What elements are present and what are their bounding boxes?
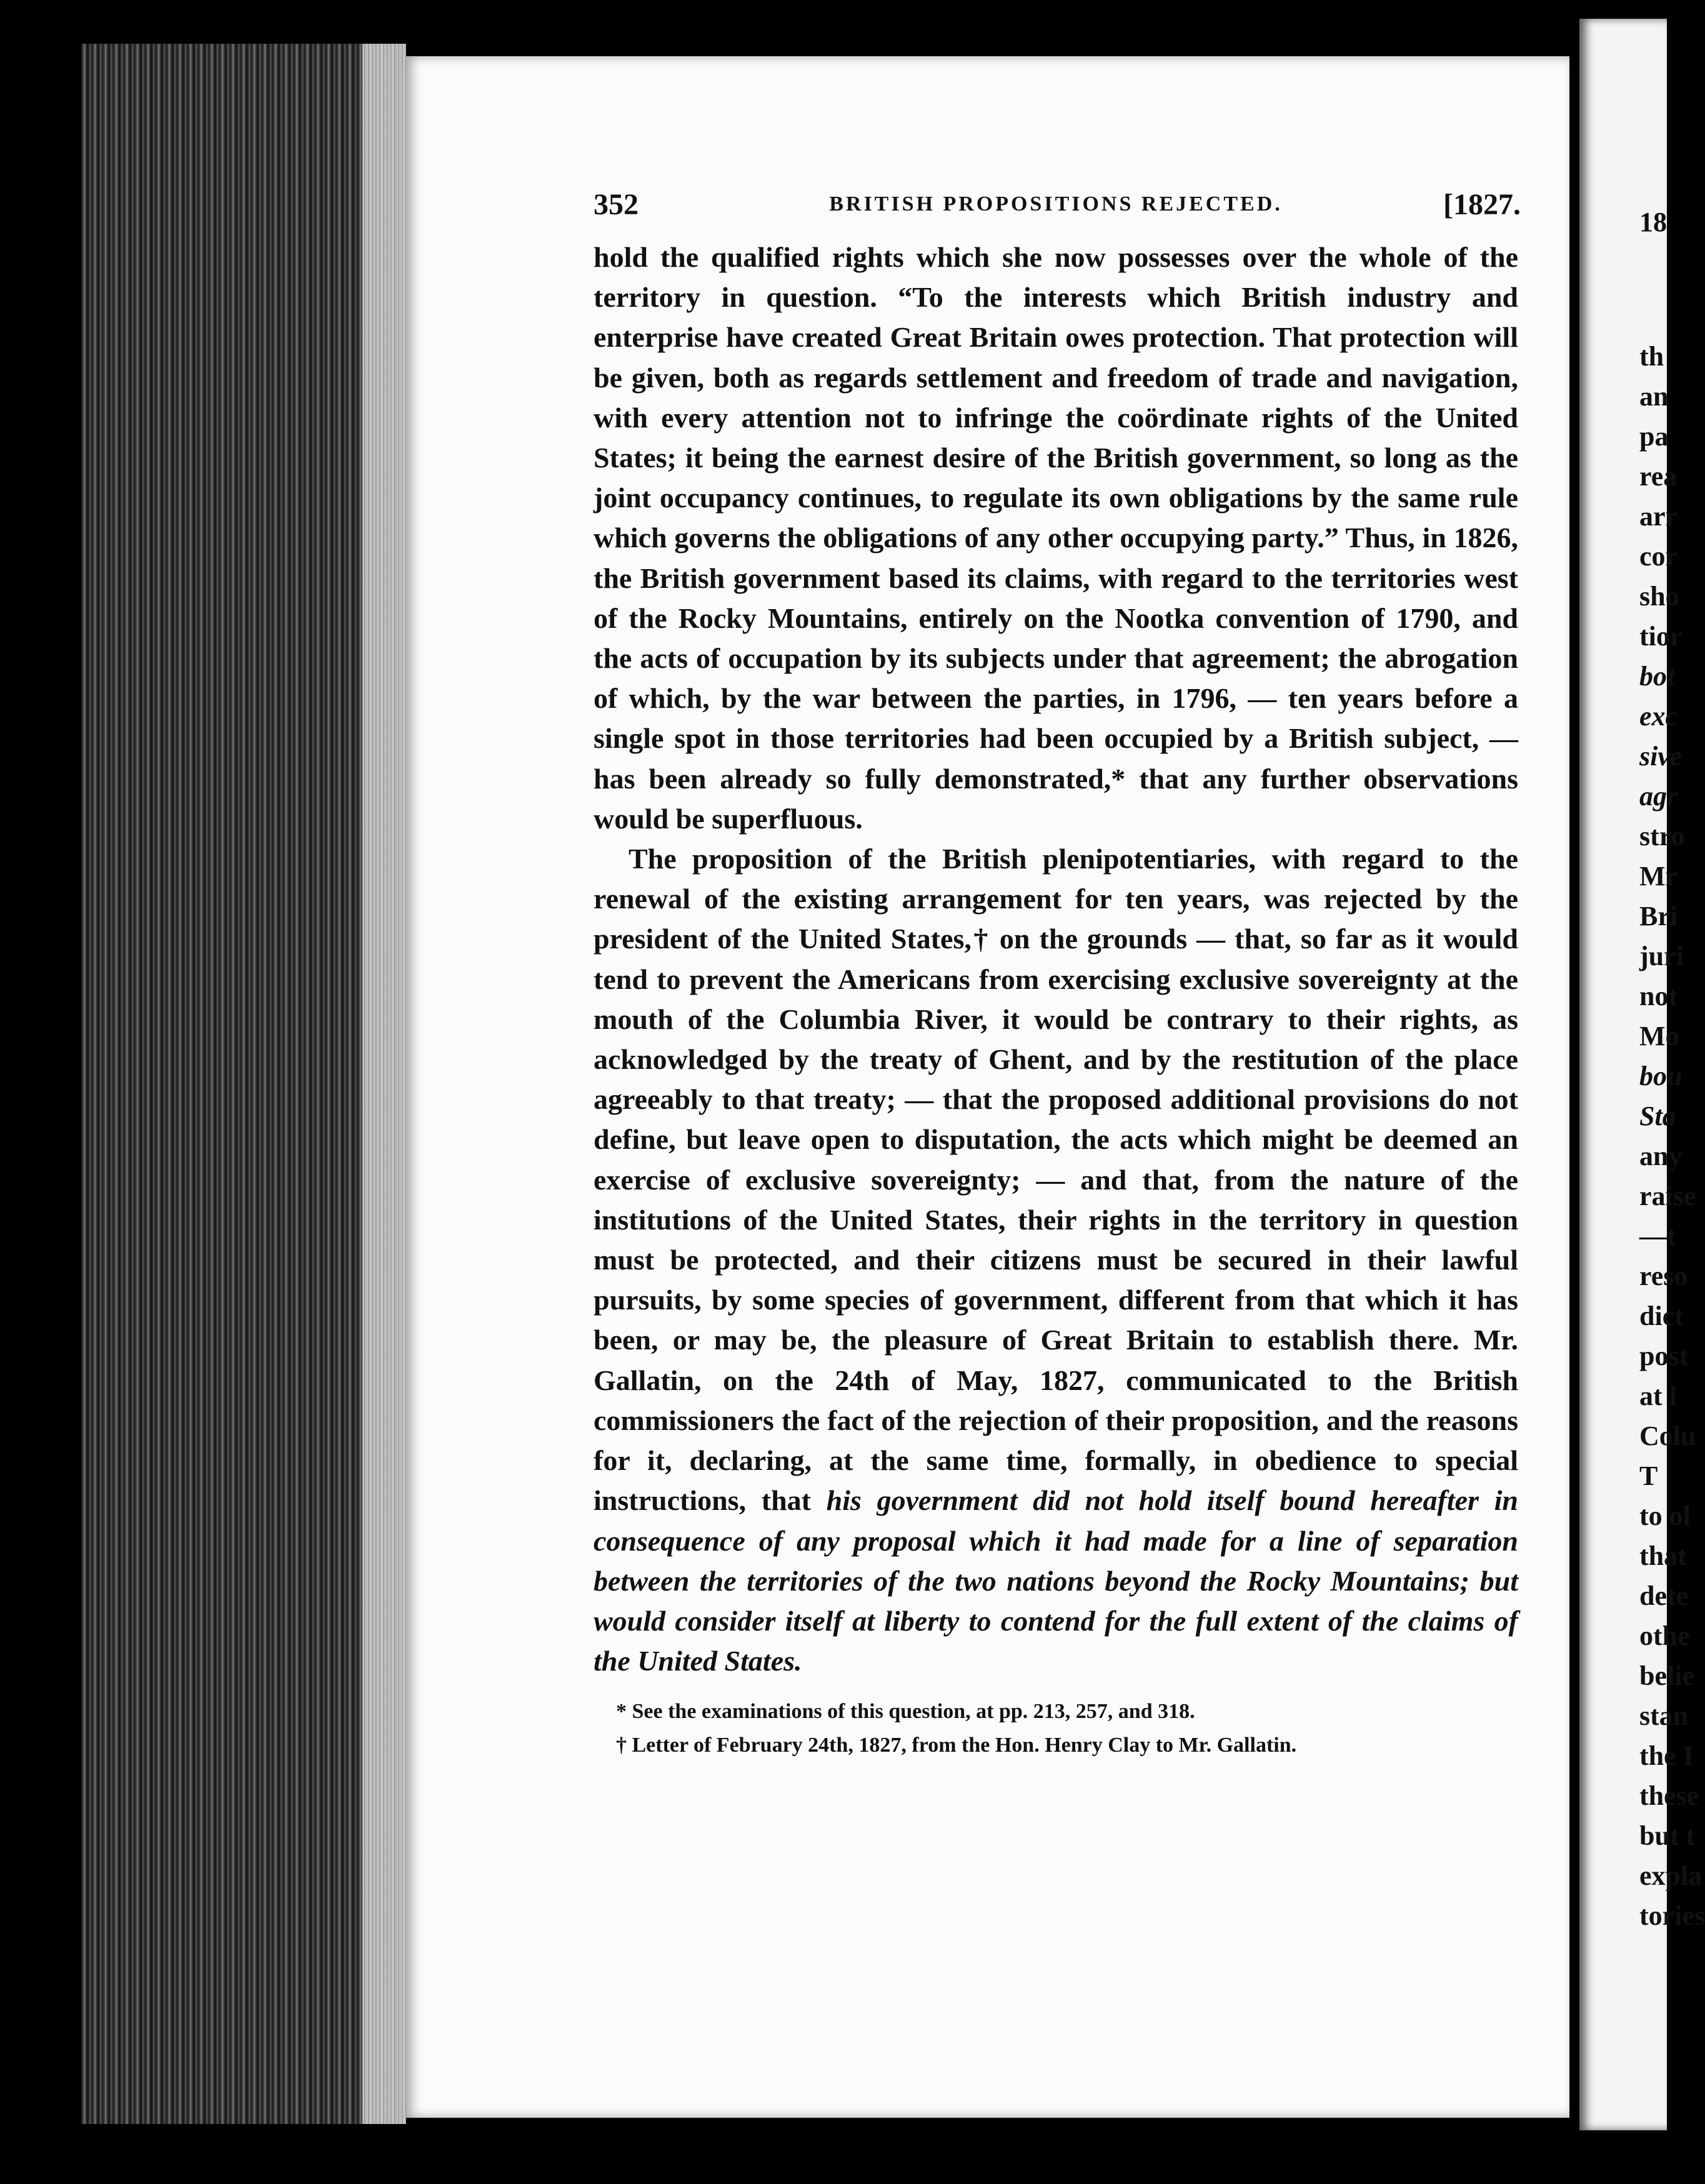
right-page-fragment: stan [1639, 1700, 1689, 1731]
right-page-edge [1579, 19, 1705, 2130]
right-page-fragment: any [1639, 1141, 1683, 1171]
right-page-fragment: rea [1639, 461, 1678, 492]
right-page-fragment: raise [1639, 1181, 1696, 1211]
right-page-fragment: pa [1639, 421, 1669, 452]
right-page-fragment: Sta [1639, 1101, 1676, 1131]
right-page-fragment: that [1639, 1541, 1687, 1571]
footnotes [594, 1695, 1518, 1762]
right-page-fragment: Mo [1639, 1021, 1679, 1051]
right-page-fragment: but t [1639, 1820, 1696, 1851]
page-number: 352 [594, 188, 639, 221]
right-page-fragment: tior [1639, 621, 1683, 652]
paragraph-2-italic: his government did not hold itself bound hereafter in consequence of any proposal which it had made for a line of separation between the territories of the two nations beyond the Rocky Mountains; but would consider itself at liberty to contend for the full extent of the claims of the United States. [594, 1484, 1518, 1677]
right-page-fragment: exc [1639, 701, 1678, 732]
paragraph-1: hold the qualified rights which she now possesses over the whole of the territory in question. “To the interests which British industry and enterprise have created Great Britain owes protection. That protection will be given, both as regards settlement and freedom of trade and navigation, with every attention not to infringe the coördinate rights of the United States; it being the earnest desire of the British government, so long as the joint occupancy continues, to regulate its own obligations by the same rule which governs the obligations of any other occupying party.” Thus, in 1826, the British government based its claims, with regard to the territories west of the Rocky Mountains, entirely on the Nootka convention of 1790, and the acts of occupation by its subjects under that agreement; the abrogation of which, by the war between the parties, in 1796, — ten years before a single spot in those territories had been occupied by a British subject, — has been already so fully demonstrated,* that any further observations would be superfluous. [594, 241, 1518, 835]
right-page-fragment: stro [1639, 821, 1685, 851]
running-title: BRITISH PROPOSITIONS REJECTED. [829, 192, 1283, 216]
right-page-fragment: cor [1639, 541, 1678, 572]
right-page-fragment: Mr [1639, 861, 1678, 891]
right-page-fragment: bot [1639, 661, 1675, 692]
right-page-fragment: belie [1639, 1660, 1694, 1691]
right-page-fragment: at l [1639, 1381, 1677, 1411]
right-page-fragment: T [1639, 1461, 1658, 1491]
paragraph-2-text: The proposition of the British plenipotentiaries, with regard to the renewal of the existing arrangement for ten years, was rejected by the president of the United States,† on the grounds — that, so far as it would tend to prevent the Americans from exercising exclusive sovereignty at the mouth of the Columbia River, it would be contrary to their rights, as acknowledged by the treaty of Ghent, and by the restitution of the place agreeably to that treaty; — that the proposed additional provisions do not define, but leave open to disputation, the acts which might be deemed an exercise of exclusive sovereignty; — and that, from the nature of the institutions of the United States, their rights in the territory in question must be protected, and their citizens must be secured in their lawful pursuits, by some species of government, different from that which it has been, or may be, the pleasure of Great Britain to establish there. Mr. Gallatin, on the 24th of May, 1827, communicated to the British commissioners the fact of the rejection of their proposition, and the reasons for it, declaring, at the same time, formally, in obedience to special instructions, that [594, 843, 1518, 1517]
right-page-fragment: othe [1639, 1621, 1690, 1651]
right-page-fragment: juri [1639, 941, 1684, 971]
right-page-fragment: 18 [1639, 207, 1667, 237]
right-page-fragment: Bri [1639, 901, 1678, 931]
right-page-fragment: th [1639, 341, 1664, 372]
right-page-fragment: reso [1639, 1261, 1688, 1291]
footnote-1: * See the examinations of this question, at pp. 213, 257, and 318. [616, 1700, 1195, 1724]
right-page-fragment: sive [1639, 741, 1683, 772]
right-page-fragment: Colu [1639, 1421, 1696, 1451]
right-page-fragment: arr [1639, 501, 1678, 532]
right-page-fragment: the I [1639, 1740, 1694, 1771]
right-page-fragment: dete [1639, 1581, 1689, 1611]
right-page-fragment: to ol [1639, 1501, 1691, 1531]
running-header [594, 187, 1521, 237]
right-page-fragment: agr [1639, 781, 1678, 812]
right-page-fragment: an [1639, 381, 1669, 412]
right-page-fragment: sho [1639, 581, 1679, 612]
right-page-fragment: expla [1639, 1860, 1703, 1891]
right-page-fragment: dict [1639, 1301, 1684, 1331]
right-page-fragment: post [1639, 1341, 1689, 1371]
book-fore-edge [81, 44, 406, 2124]
footnote-2: † Letter of February 24th, 1827, from the Hon. Henry Clay to Mr. Gallatin. [616, 1734, 1297, 1757]
paragraph-2 [594, 839, 1518, 1681]
running-year: [1827. [1443, 188, 1521, 221]
page-content [594, 187, 1521, 1762]
right-page-fragment: not [1639, 981, 1678, 1011]
right-page-fragment: bou [1639, 1061, 1683, 1091]
right-page-fragment: tories [1639, 1900, 1705, 1931]
right-page-fragment: —t [1639, 1221, 1676, 1251]
right-page-fragment: these [1639, 1780, 1699, 1811]
